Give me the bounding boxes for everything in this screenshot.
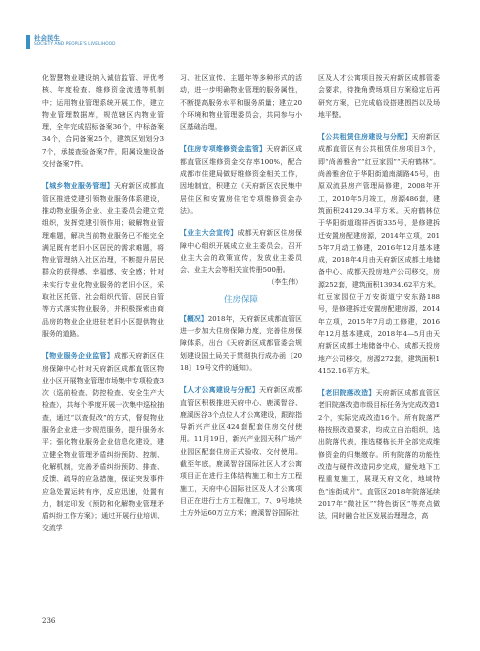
paragraph-property-enterprise-supervision [42,350,164,534]
subsection-heading: 住房保障 [223,294,258,305]
paragraph: 化智慧物业建设纳入诚信监管、评优考核、年度检查、维修资金流透等机制中；运用物业管理系统开展工作，建立物业管理数据库，规范辖区内物业管理，全年完成招标备案36个，中标备案34个，合同备案25个，建筑区划划分37个，承接查验备案7件，阳属设施设备交付备案7件。 [42,74,164,169]
author-signature: （李生伟） [267,278,302,287]
column-3 [318,72,440,612]
section-title-en: SOCIETY AND PEOPLE'S LIVELIHOOD [34,42,116,47]
paragraph-text: 成都天府新区住房保障中心针对天府新区成都直管区物业小区开展物业管理市场集中专项检查3次（巡前检查、防控检查、安全生产大检查），共每个季度开展一次集中巡检抽查，通过“以查促改”的方式，督促物业服务企业进一步规范服务，提升服务水平；强化物业服务企业信息化建设，建立健全物业管理矛盾纠纷预防、控制、化解机制，完善矛盾纠纷预防、排查、反馈、疏导的应急措施，保证突发事件应急处置运转有序，反应迅速，处置有力，制定印发《预防和化解物业管理矛盾纠纷工作方案》；通过开展行业培训、交流学 [42,352,165,533]
section-title-cn: 社会民生 [34,34,60,42]
paragraph: 习、社区宣传、主题年等多种形式的活动，进一步明确物业管理的服务属性，不断提高服务水平和服务质量；建立20个环境和物业管理委员会，共同参与小区基础治理。 [180,74,302,132]
paragraph-text: 2018年，天府新区成都直管区进一步加大住房保障力度，完善住房保障体系，出台《天府新区成都管委会规划建设国土局关于贯彻执行成办函〔2018〕19号文件的通知》。 [180,314,302,372]
paragraph-old-courtyard-renovation [318,387,440,522]
paragraph-talent-apartment [180,384,302,519]
paragraph-maintenance-fund [180,143,302,217]
section-tag: 【人才公寓建设与分配】 [180,386,260,395]
column-2 [180,72,302,612]
paragraph-property-service-management [42,180,164,340]
column-1 [42,72,164,612]
paragraph-public-rental-housing [318,131,440,377]
section-tag: 【城乡物业服务管理】 [42,182,114,191]
article-body [42,72,440,612]
paragraph-text: 天府新区成都直管区推进党建引领物业服务体系建设，推动物业服务企业、业主委员会建立党组织，发挥党建引领作用；破解物业管理难题，解决当前物业服务已不能完全满足既有老旧小区居民的需求难题，将物业管理纳入社区治理，不断提升居民群众的获得感、幸福感、安全感；针对未实行专业化物业服务的老旧小区，采取社区托管、社会组织代管、居民自管等方式落实物业服务，并积极探索由商品房的物业企业进驻老旧小区提供物业服务的道路。 [42,182,165,338]
section-tag: 【物业服务企业监管】 [42,352,114,361]
section-tag: 【概况】 [180,314,208,323]
section-title [34,34,116,48]
paragraph-text: 天府新区成都直管区积极推进天府中心、鹿溪智谷、鹿溪医谷3个点位人才公寓建设，跟踪指导新兴产业区424套配套住房交付使用。11月19日，新兴产业园天科广场产业园区配套住房正式验收、交付使用。截至年底，鹿溪智谷国际社区人才公寓项目正在进行主体结构施工和土方工程施工，天府中心国际社区及人才公寓项目正在进行土方工程施工，7、9号地块土方外运60万立方米；鹿溪智谷国际社 [180,386,303,518]
paragraph-text: 天府新区成都直管区维修资金交存率100%，配合成都市住建局做好维修资金相关工作，因地制宜，积建立《天府新区农民集中居住区和安置房住宅专项维修资金办法》。 [180,145,303,215]
page-number: 236 [42,617,56,625]
section-tag: 【住房专项维修资金监管】 [180,145,267,154]
paragraph-text: 成都天府新区住房保障中心组织开展成立业主委员会，召开业主大会的政策宣传，发放业主委员会、业主大会等相关宣传册500册。 [180,229,303,275]
paragraph-text: 天府新区成都直管区有公共租赁住房项目3个，即“尚善雅舍”“红豆家园”“天府鹤林”。尚善雅舍位于华阳街道南湖路45号，由原双流县房产管理局修建，2008年开工，2010年5月竣工，房源486套，建筑面积24129.34平方米。天府鹤林位于华阳街道瑞祥西街335号，是修建拆迁安置房配建房源，2014年立项，2015年7月动工修建，2016年12月基本建成，2018年4月由天府新区成都土地储备中心、成都天投房地产公司移交，房源252套，建筑面积13934.62平方米。红豆家园位于万安街道宁安东路188号，是修建拆迁安置房配建房源，2014年立项，2015年7月动工修建，2016年12月基本建成，2018年4—5月由天府新区成都土地储备中心、成都天投房地产公司移交，房源272套，建筑面积14152.16平方米。 [318,133,441,375]
paragraph-text: 天府新区成都直管区老旧院落改造市级目标任务为完成改造12个，实际完成改造16个。所有院落严格按照改造要求，均成立自治组织，选出院落代表，推选楼栋长并全部完成维修资金的归集缴存。所有院落的功能性改造与硬件改造同步完成，避免地下工程重复施工，展现天府文化，地域特色“连街成片”。直管区2018年院落延续2017年“微社区”“特色街区”等亮点做法，同时融合社区发展治理理念，高 [318,389,441,521]
paragraph: 区及人才公寓项目按天府新区成都管委会要求，待挽角费场项目方案稳定后再研究方案，已完成临设搭建围挡以及场地平整。 [318,74,440,119]
section-tag: 【业主大会宣传】 [180,229,238,238]
section-marker [26,35,30,49]
section-header [26,34,116,49]
paragraph-owners-assembly [180,227,302,276]
section-tag: 【公共租赁住房建设与分配】 [318,133,412,142]
paragraph-overview [180,313,302,374]
section-tag: 【老旧院落改造】 [318,389,376,398]
